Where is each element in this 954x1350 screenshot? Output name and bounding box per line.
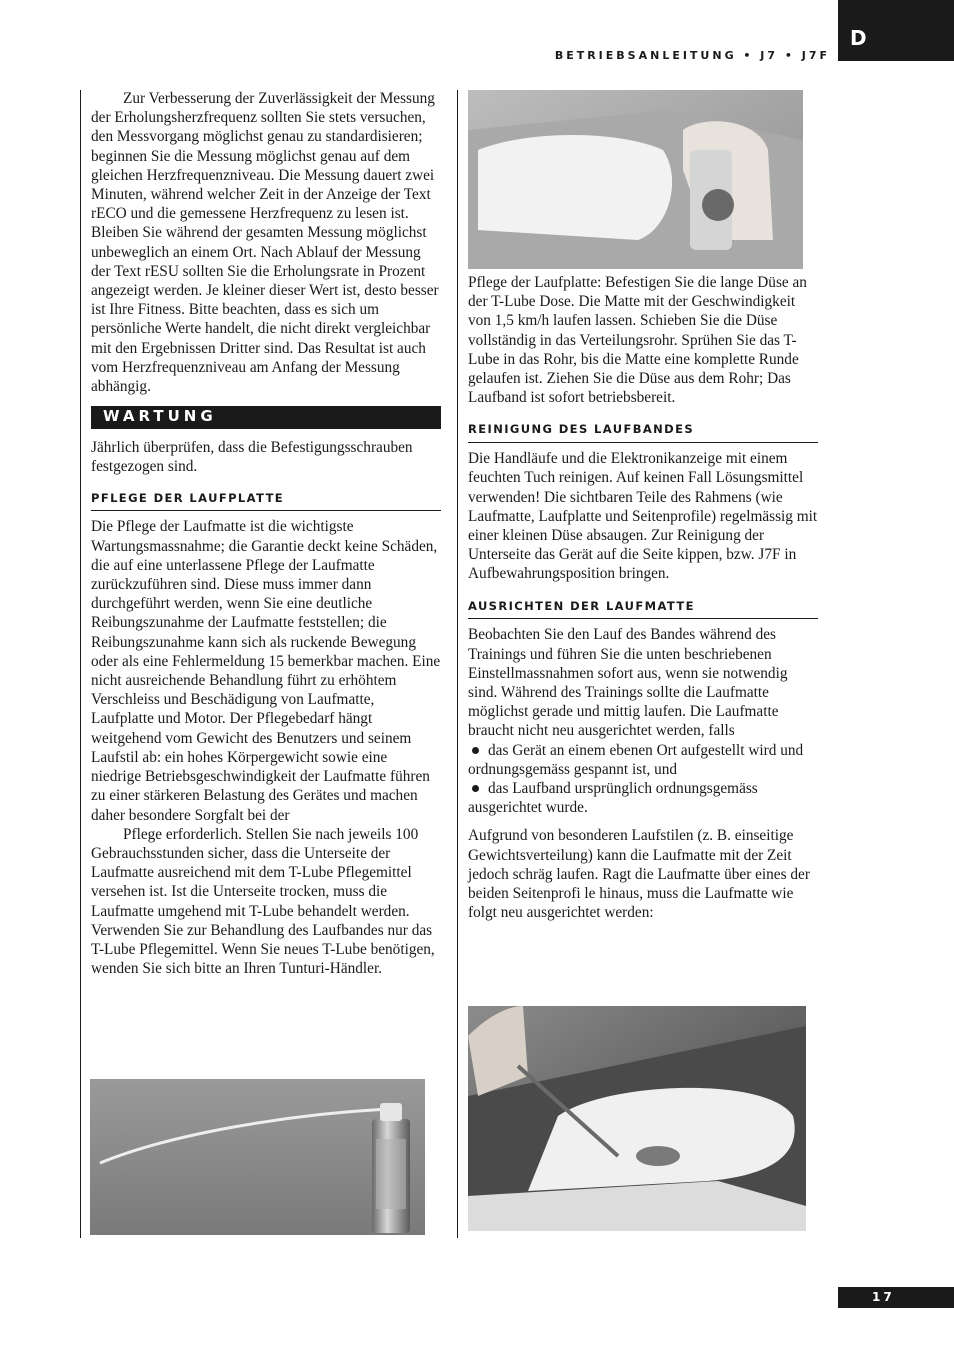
middle-column-rule bbox=[457, 90, 458, 1238]
belt-adjustment-illustration bbox=[468, 1006, 806, 1231]
running-header: BETRIEBSANLEITUNG • J7 • J7F bbox=[554, 49, 830, 62]
tlube-can-illustration bbox=[90, 1079, 425, 1235]
reinigung-paragraph: Die Handläufe und die Elektronikanzeige mit einem feuchten Tuch reinigen. Auf keinen Fall Lösungsmittel verwenden! Die sichtbaren Teile des Rahmens (wie Laufmatte, Laufplatte und Seitenprofile) regelmässig mit einer kleinen Düse absaugen. Zur Reinigung der Unterseite das Gerät auf die Seite kippen, bzw. J7F in Aufbewahrungsposition bringen. bbox=[468, 450, 818, 583]
belt-adjustment-photo bbox=[468, 1006, 806, 1231]
bullet-icon bbox=[472, 785, 479, 792]
left-column-rule bbox=[80, 90, 81, 1238]
bullet-item-2 bbox=[468, 779, 818, 817]
pflege-paragraph-2: Pflege erforderlich. Stellen Sie nach jeweils 100 Gebrauchsstunden sicher, dass die Unterseite der Laufmatte ausreichend mit dem T-Lube Pflegemittel versehen ist. Ist die Unterseite trocken, muss die Laufmatte umgehend mit T-Lube behandelt werden. Verwenden Sie zur Behandlung des Laufbandes nur das T-Lube Pflegemittel. Wenn Sie neues T-Lube benötigen, wenden Sie sich bitte an Ihren Tunturi-Händler. bbox=[91, 825, 435, 978]
intro-paragraph: Zur Verbesserung der Zuverlässigkeit der Messung der Erholungsherzfrequenz sollten Sie stets versuchen, den Messvorgang möglichst genau zu standardisieren; beginnen Sie die Messung möglichst genau auf dem gleichen Herzfrequenzniveau. Die Messung dauert zwei Minuten, während welcher Zeit in der Anzeige der Text rECO und die gemessene Herzfrequenz zu lesen ist. Bleiben Sie während der gesamten Messung möglichst unbeweglich an einem Ort. Nach Ablauf der Messung der Text rESU sollten Sie die Erholungsrate in Prozent angezeigt werden. Je kleiner dieser Wert ist, desto besser ist Ihre Fitness. Bitte beachten, dass es sich um persönliche Werte handelt, die nicht direkt vergleichbar mit den Ergebnissen Dritter sind. Das Resultat ist auch vom Herzfrequenzniveau am Anfang der Messung abhängig. bbox=[91, 90, 439, 396]
pflege-heading: PFLEGE DER LAUFPLATTE bbox=[91, 492, 441, 512]
bullet-item-1 bbox=[468, 741, 818, 779]
wartung-heading: WARTUNG bbox=[91, 406, 441, 429]
photo-caption: Pflege der Laufplatte: Befestigen Sie die lange Düse an der T-Lube Dose. Die Matte mit der Geschwindigkeit von 1,5 km/h laufen lassen. Schieben Sie die Düse vollständig in das Verteilungsrohr. Sprühen Sie das T-Lube in das Rohr, bis die Matte eine komplette Runde gelaufen ist. Ziehen Sie die Düse aus dem Rohr; Das Laufband ist sofort betriebsbereit. bbox=[468, 274, 807, 407]
bullet-icon bbox=[472, 747, 479, 754]
tlube-can-photo bbox=[90, 1079, 425, 1235]
reinigung-heading: REINIGUNG DES LAUFBANDES bbox=[468, 423, 818, 443]
bullet-text-2: das Laufband ursprünglich ordnungsgemäss ausgerichtet wurde. bbox=[468, 780, 758, 817]
page-number: 17 bbox=[838, 1287, 954, 1308]
lube-application-illustration bbox=[468, 90, 803, 269]
bullet-text-1: das Gerät an einem ebenen Ort aufgestellt wird und ordnungsgemäss gespannt ist, und bbox=[468, 741, 804, 778]
left-column bbox=[91, 89, 441, 978]
ausrichten-paragraph-2: Aufgrund von besonderen Laufstilen (z. B. einseitige Gewichtsverteilung) kann die Laufmatte mit der Zeit jedoch schräg laufen. Ragt die Laufmatte über eines der beiden Seitenprofi le hinaus, muss die Laufmatte wie folgt neu ausgerichtet werden: bbox=[468, 827, 810, 922]
ausrichten-paragraph: Beobachten Sie den Lauf des Bandes während des Trainings und führen Sie die unten beschriebenen Einstellmassnahmen sofort aus, wenn sie notwendig sind. Während des Trainings sollte die Laufmatte möglichst gerade und mittig laufen. Die Laufmatte braucht nicht neu ausgerichtet werden, falls bbox=[468, 626, 788, 740]
language-tab: D bbox=[838, 0, 954, 61]
lube-application-photo bbox=[468, 90, 803, 269]
ausrichten-heading: AUSRICHTEN DER LAUFMATTE bbox=[468, 600, 818, 620]
pflege-paragraph-1: Die Pflege der Laufmatte ist die wichtigste Wartungsmassnahme; die Garantie deckt keine Schäden, die auf eine unterlassene Pflege der Laufmatte zurückzuführen sind. Diese muss immer dann durchgeführt werden, wenn Sie eine deutliche Reibungszunahme der Laufmatte feststellen; die Reibungszunahme kann sich als ruckende Bewegung oder als eine Fehlermeldung 15 bemerkbar machen. Eine nicht ausreichende Behandlung führt zu erhöhtem Verschleiss und Beschädigung von Laufmatte, Laufplatte und Motor. Der Pflegebedarf hängt weitgehend vom Gewicht des Benutzers und seinem Laufstil ab: ein hohes Körpergewicht sowie eine niedrige Betriebsgeschwindigkeit der Laufmatte führen zu einer stärkeren Belastung des Gerätes und machen daher besondere Sorgfalt bei der bbox=[91, 518, 441, 824]
right-column bbox=[468, 273, 818, 922]
wartung-paragraph: Jährlich überprüfen, dass die Befestigungsschrauben festgezogen sind. bbox=[91, 439, 413, 476]
